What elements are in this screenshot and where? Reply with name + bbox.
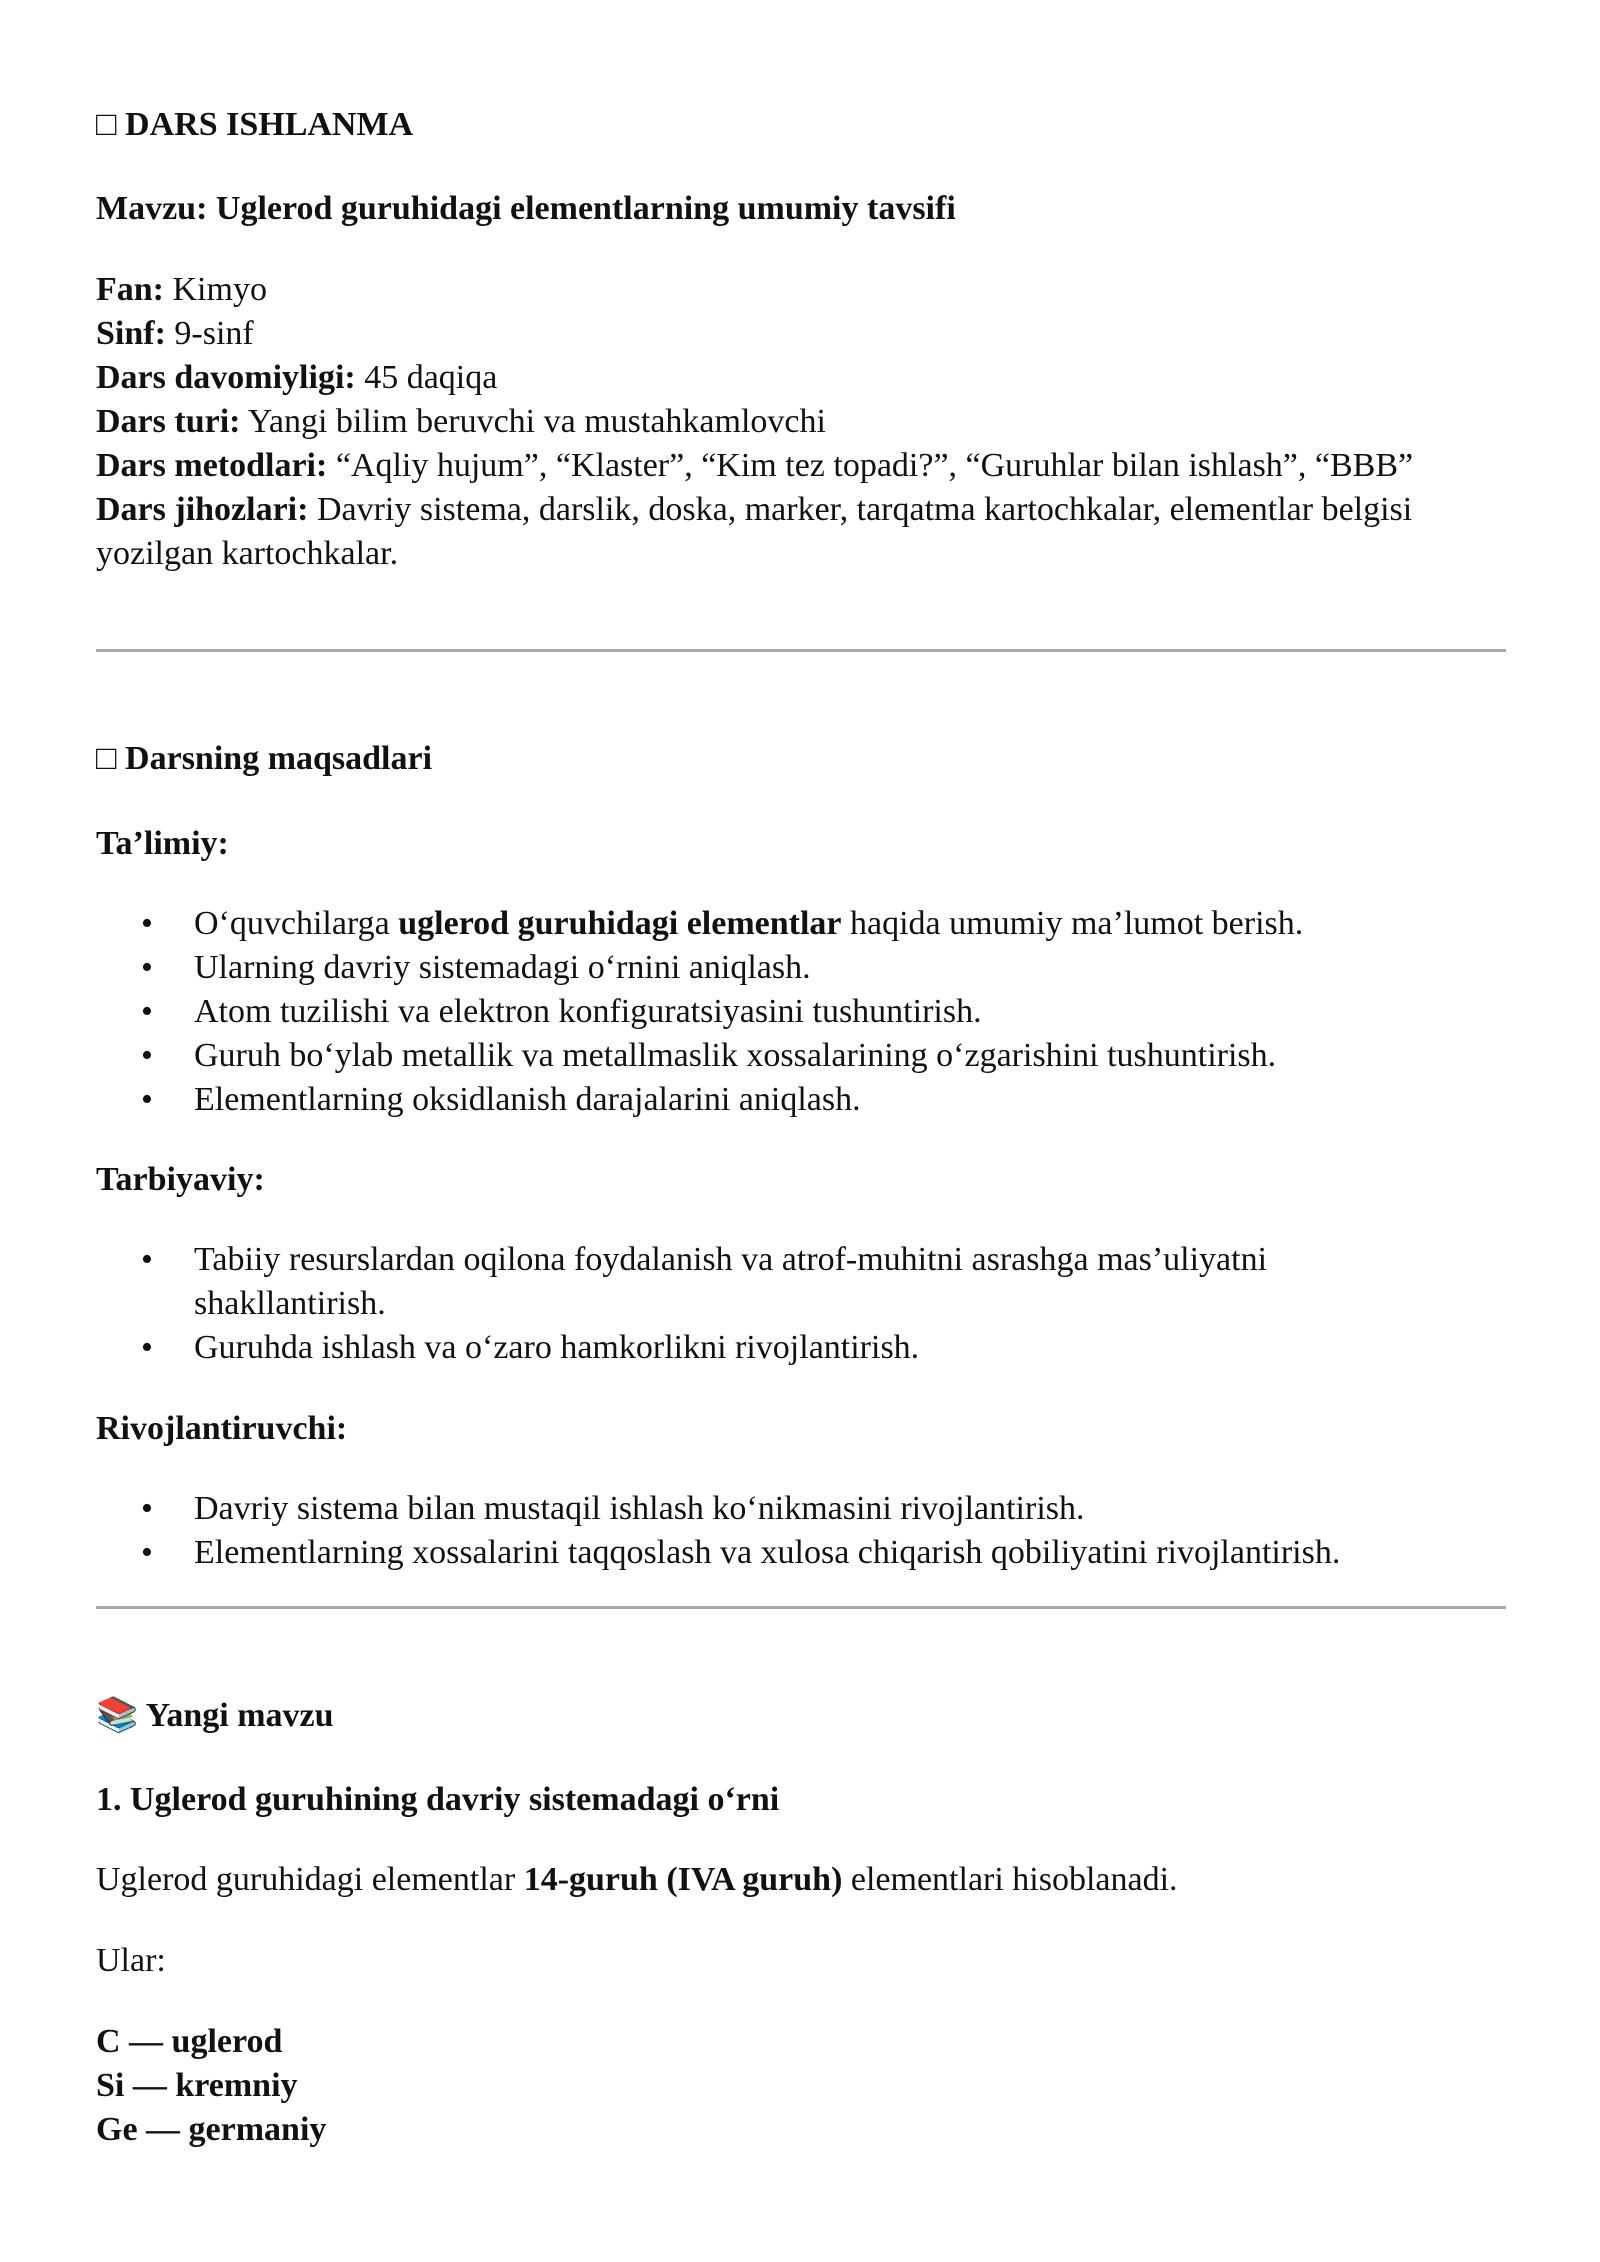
- list-item: [96, 902, 1516, 946]
- info-davomiyligi: [96, 356, 1516, 400]
- jihozlari-value: Davriy sistema, darslik, doska, marker, tarqatma kartochkalar, elementlar belgisi yozilgan kartochkalar.: [96, 491, 1413, 572]
- paragraph-bold: 14-guruh (IVA guruh): [523, 1861, 843, 1898]
- books-icon: 📚: [96, 1697, 139, 1734]
- box-icon: □: [96, 740, 117, 777]
- paragraph: [96, 1858, 1178, 1902]
- tarbiyaviy-list: [96, 1238, 1436, 1370]
- sinf-value: 9-sinf: [165, 315, 254, 352]
- list-item: • Elementlarning oksidlanish darajalarini aniqlash.: [96, 1078, 1516, 1122]
- tarbiyaviy-heading: Tarbiyaviy:: [96, 1161, 265, 1198]
- box-icon: □: [96, 106, 117, 143]
- info-turi: [96, 400, 1516, 444]
- fan-value: Kimyo: [164, 271, 267, 308]
- info-fan: [96, 268, 1516, 312]
- new-topic-heading: [96, 1696, 334, 1736]
- fan-label: Fan:: [96, 271, 164, 308]
- info-block: [96, 268, 1516, 576]
- divider: [96, 1606, 1506, 1609]
- list-item: • Guruh bo‘ylab metallik va metallmaslik xossalarining o‘zgarishini tushuntirish.: [96, 1034, 1516, 1078]
- element-germanium: Ge — germaniy: [96, 2111, 327, 2148]
- turi-label: Dars turi:: [96, 403, 241, 440]
- new-topic-heading-text: Yangi mavzu: [145, 1697, 334, 1734]
- info-metodlari: [96, 444, 1496, 488]
- metodlari-value: “Aqliy hujum”, “Klaster”, “Kim tez topadi?”, “Guruhlar bilan ishlash”, “BBB”: [327, 447, 1414, 484]
- davomiyligi-label: Dars davomiyligi:: [96, 359, 356, 396]
- list-item-text: haqida umumiy ma’lumot berish.: [841, 905, 1304, 942]
- list-item: • Elementlarning xossalarini taqqoslash va xulosa chiqarish qobiliyatini rivojlantirish.: [96, 1531, 1556, 1575]
- list-item: • Tabiiy resurslardan oqilona foydalanish va atrof-muhitni asrashga mas’uliyatni shakllantirish.: [96, 1238, 1436, 1326]
- paragraph-text: Uglerod guruhidagi elementlar: [96, 1861, 524, 1898]
- ular-text: Ular:: [96, 1942, 166, 1979]
- topic-heading: Mavzu: Uglerod guruhidagi elementlarning umumiy tavsifi: [96, 190, 956, 227]
- davomiyligi-value: 45 daqiqa: [355, 359, 498, 396]
- doc-title-text: DARS ISHLANMA: [125, 106, 414, 143]
- doc-title: [96, 105, 413, 145]
- rivojlantiruvchi-heading: Rivojlantiruvchi:: [96, 1410, 348, 1447]
- info-sinf: [96, 312, 1516, 356]
- section-heading: 1. Uglerod guruhining davriy sistemadagi o‘rni: [96, 1781, 780, 1818]
- elements-list: [96, 2020, 326, 2152]
- talimiy-list: [96, 902, 1516, 1122]
- info-jihozlari: [96, 488, 1496, 576]
- list-item-bold: uglerod guruhidagi elementlar: [398, 905, 842, 942]
- goals-heading-text: Darsning maqsadlari: [125, 740, 433, 777]
- list-item-text: O‘quvchilarga: [194, 905, 399, 942]
- jihozlari-label: Dars jihozlari:: [96, 491, 309, 528]
- element-silicon: Si — kremniy: [96, 2067, 298, 2104]
- list-item: • Guruhda ishlash va o‘zaro hamkorlikni rivojlantirish.: [96, 1326, 1436, 1370]
- paragraph-text: elementlari hisoblanadi.: [842, 1861, 1178, 1898]
- list-item: • Atom tuzilishi va elektron konfiguratsiyasini tushuntirish.: [96, 990, 1516, 1034]
- element-carbon: C — uglerod: [96, 2023, 283, 2060]
- talimiy-heading: Ta’limiy:: [96, 825, 229, 862]
- turi-value: Yangi bilim beruvchi va mustahkamlovchi: [240, 403, 826, 440]
- metodlari-label: Dars metodlari:: [96, 447, 328, 484]
- sinf-label: Sinf:: [96, 315, 166, 352]
- list-item: • Davriy sistema bilan mustaqil ishlash ko‘nikmasini rivojlantirish.: [96, 1487, 1556, 1531]
- divider: [96, 649, 1506, 652]
- list-item: • Ularning davriy sistemadagi o‘rnini aniqlash.: [96, 946, 1516, 990]
- goals-heading: [96, 739, 432, 779]
- rivojlantiruvchi-list: [96, 1487, 1556, 1575]
